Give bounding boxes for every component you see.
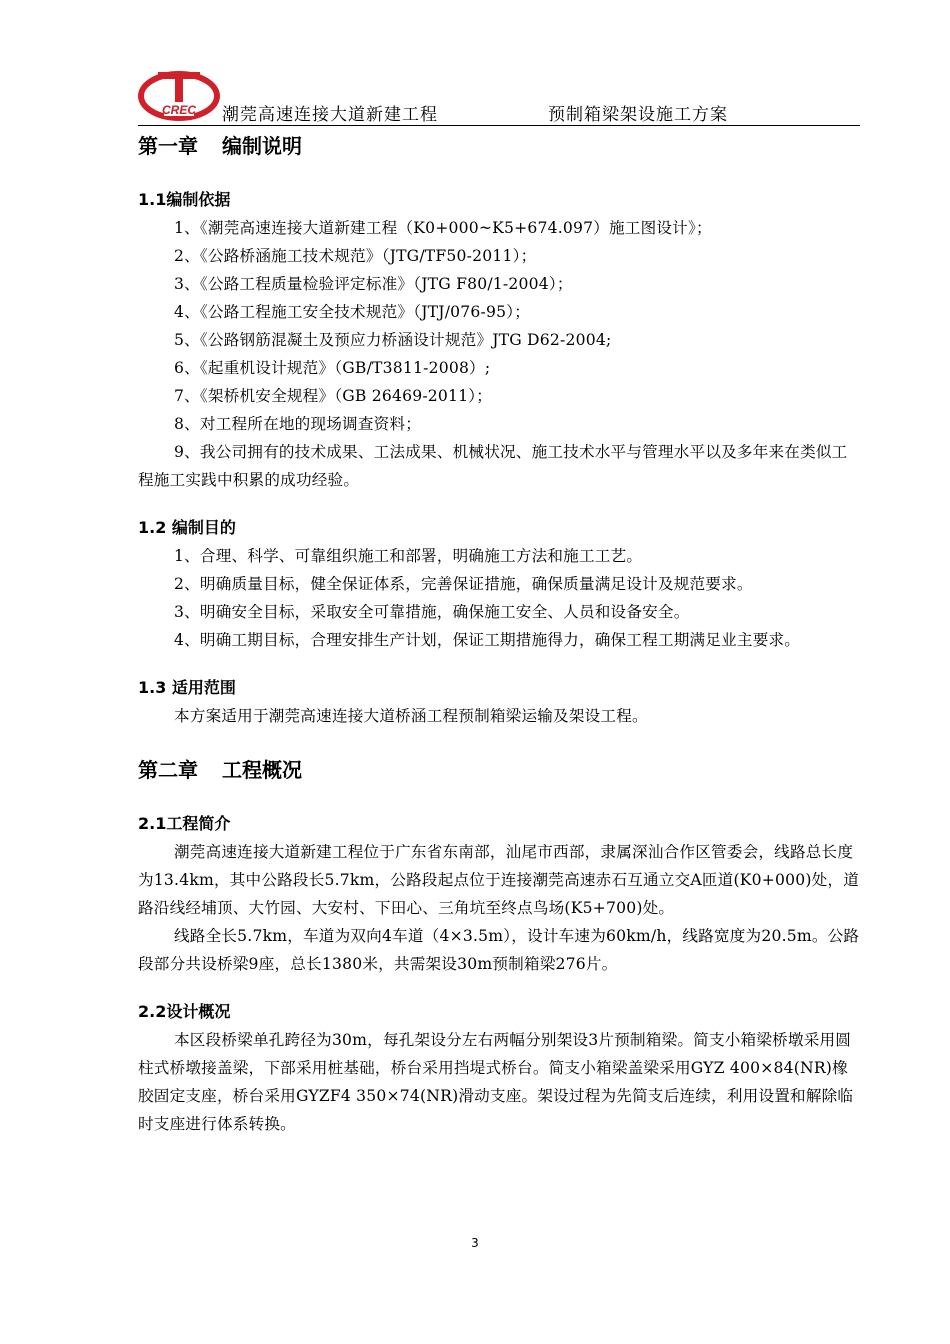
- header-rule: [138, 125, 860, 126]
- page-number: 3: [471, 1236, 479, 1250]
- list-item: 1、合理、科学、可靠组织施工和部署，明确施工方法和施工工艺。: [174, 547, 643, 565]
- list-item: 4、《公路工程施工安全技术规范》（JTJ/076-95）；: [174, 303, 531, 321]
- list-item: 1、《潮莞高速连接大道新建工程（K0+000~K5+674.097）施工图设计》；: [174, 219, 712, 237]
- section-2-1-heading: 2.1工程简介: [138, 814, 231, 833]
- chapter-1-heading: [138, 128, 860, 164]
- paragraph: 线路全长5.7km，车道为双向4车道（4×3.5m），设计车速为60km/h，线路宽度为20.5m。公路段部分共设桥梁9座，总长1380米，共需架设30m预制箱梁276片。: [138, 927, 860, 973]
- header-project-name: 潮莞高速连接大道新建工程: [222, 105, 438, 125]
- list-item: 2、《公路桥涵施工技术规范》（JTG/TF50-2011）；: [174, 247, 537, 265]
- chapter-number: 第二章: [138, 758, 198, 782]
- paragraph: 本区段桥梁单孔跨径为30m，每孔架设分左右两幅分别架设3片预制箱梁。简支小箱梁桥墩采用圆柱式桥墩接盖梁，下部采用桩基础，桥台采用挡堤式桥台。简支小箱梁盖梁采用GYZ 400×84(NR)橡胶固定支座，桥台采用GYZF4 350×74(NR)滑动支座。架设过程为先简支后连续，利用设置和解除临时支座进行体系转换。: [138, 1031, 854, 1133]
- section-2-2-heading: 2.2设计概况: [138, 1002, 231, 1021]
- list-item: 9、我公司拥有的技术成果、工法成果、机械状况、施工技术水平与管理水平以及多年来在类似工程施工实践中积累的成功经验。: [138, 443, 848, 489]
- section-1-1-heading: 1.1编制依据: [138, 190, 231, 209]
- page-body: [138, 128, 860, 1138]
- list-item: 2、明确质量目标，健全保证体系，完善保证措施，确保质量满足设计及规范要求。: [174, 575, 753, 593]
- section-1-2-heading: 1.2 编制目的: [138, 518, 236, 537]
- chapter-title: 工程概况: [222, 758, 302, 782]
- page-header: [138, 66, 860, 126]
- section-1-3-heading: 1.3 适用范围: [138, 678, 236, 697]
- list-item: 3、明确安全目标，采取安全可靠措施，确保施工安全、人员和设备安全。: [174, 603, 690, 621]
- list-item: 7、《架桥机安全规程》（GB 26469-2011）；: [174, 387, 493, 405]
- paragraph: 潮莞高速连接大道新建工程位于广东省东南部，汕尾市西部，隶属深汕合作区管委会，线路总长度为13.4km，其中公路段长5.7km，公路段起点位于连接潮莞高速赤石互通立交A匝道(K0+000)处，道路沿线经埔顶、大竹园、大安村、下田心、三角坑至终点鸟场(K5+700)处。: [138, 843, 860, 917]
- list-item: 6、《起重机设计规范》（GB/T3811-2008）;: [174, 359, 491, 377]
- crec-logo-icon: [138, 66, 220, 122]
- list-item: 5、《公路钢筋混凝土及预应力桥涵设计规范》JTG D62-2004;: [174, 331, 612, 349]
- svg-text:CREC: CREC: [161, 103, 197, 117]
- chapter-2-heading: [138, 752, 860, 788]
- chapter-number: 第一章: [138, 134, 198, 158]
- list-item: 4、明确工期目标，合理安排生产计划，保证工期措施得力，确保工程工期满足业主要求。: [174, 631, 801, 649]
- header-document-title: 预制箱梁架设施工方案: [548, 105, 728, 125]
- list-item: 8、对工程所在地的现场调查资料；: [174, 415, 422, 433]
- chapter-title: 编制说明: [222, 134, 302, 158]
- list-item: 3、《公路工程质量检验评定标准》（JTG F80/1-2004）；: [174, 275, 573, 293]
- paragraph: 本方案适用于潮莞高速连接大道桥涵工程预制箱梁运输及架设工程。: [174, 707, 648, 725]
